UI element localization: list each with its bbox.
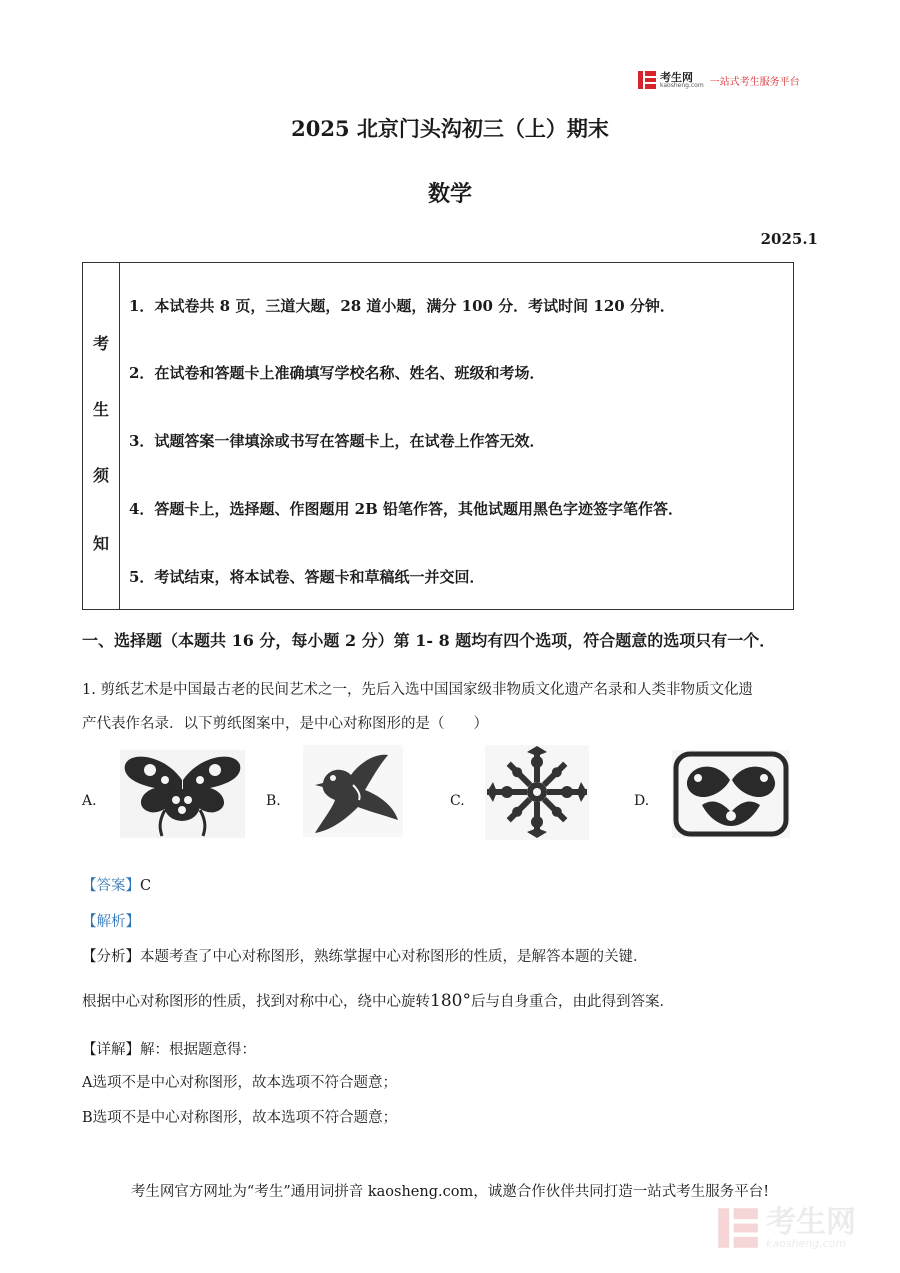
fish-papercut-image	[672, 750, 790, 838]
subject-title: 数学	[427, 181, 472, 207]
rotation-degree: 180°	[430, 991, 471, 1011]
option-a-text: 选项不是中心对称图形，故本选项不符合题意；	[92, 1075, 397, 1091]
detail-tag: 【详解】	[82, 1042, 140, 1058]
question-1-line-1: 1. 剪纸艺术是中国最古老的民间艺术之一，先后入选中国国家级非物质文化遗产名录和人类非物质文化遗	[82, 682, 753, 698]
option-a-label: A.	[82, 793, 97, 809]
answer-value: C	[140, 878, 152, 894]
method-text-pre: 根据中心对称图形的性质，找到对称中心，绕中心旋转	[82, 994, 430, 1010]
footer-note: 考生网官方网址为“考生”通用词拼音 kaosheng.com，诚邀合作伙伴共同打造一站式考生服务平台!	[130, 1184, 770, 1200]
notice-side-label	[83, 263, 120, 609]
option-b-explanation	[82, 1106, 397, 1127]
logo-domain: kaosheng.com	[660, 81, 704, 89]
kaosheng-logo-icon	[637, 70, 657, 90]
option-b-letter: B	[82, 1110, 93, 1126]
site-logo	[637, 70, 800, 90]
analysis-text: 本题考查了中心对称图形，熟练掌握中心对称图形的性质，是解答本题的关键．	[140, 949, 648, 965]
notice-side-char: 生	[92, 400, 109, 419]
exam-notice-box	[82, 262, 794, 610]
notice-item: 2．在试卷和答题卡上准确填写学校名称、姓名、班级和考场．	[129, 364, 545, 382]
option-c-label: C.	[450, 793, 465, 809]
option-a-letter: A	[82, 1075, 93, 1091]
option-b-text: 选项不是中心对称图形，故本选项不符合题意；	[92, 1110, 398, 1126]
notice-item: 3．试题答案一律填涂或书写在答题卡上，在试卷上作答无效．	[129, 432, 545, 450]
watermark-logo-icon	[716, 1206, 760, 1250]
exam-title: 2025 北京门头沟初三（上）期末	[291, 116, 609, 141]
logo-name: 考生网	[660, 70, 693, 84]
option-a-explanation	[82, 1071, 397, 1092]
watermark-name: 考生网	[766, 1204, 856, 1240]
option-d-label: D.	[634, 793, 650, 809]
snowflake-papercut-image	[485, 745, 589, 840]
analysis-tag-label: 【分析】	[82, 949, 140, 965]
detail-line	[82, 1038, 256, 1059]
exam-date: 2025.1	[760, 230, 818, 248]
notice-side-char: 须	[92, 466, 109, 485]
logo-slogan: 一站式考生服务平台	[709, 76, 800, 88]
method-line	[82, 990, 674, 1011]
question-1-line-2: 产代表作名录．以下剪纸图案中，是中心对称图形的是（ ）	[82, 716, 488, 732]
method-text-post: 后与自身重合，由此得到答案．	[470, 994, 674, 1010]
section-title: 一、选择题（本题共 16 分，每小题 2 分）第 1- 8 题均有四个选项，符合题意的选项只有一个．	[82, 631, 776, 650]
watermark-domain: kaosheng.com	[766, 1236, 847, 1250]
butterfly-papercut-image	[120, 750, 245, 838]
notice-item: 1．本试卷共 8 页，三道大题，28 道小题，满分 100 分．考试时间 120 分钟．	[129, 297, 675, 315]
option-b-label: B.	[266, 793, 281, 809]
bird-papercut-image	[303, 745, 403, 837]
notice-item: 4．答题卡上，选择题、作图题用 2B 铅笔作答，其他试题用黑色字迹签字笔作答．	[129, 500, 684, 518]
notice-side-char: 考	[92, 334, 109, 353]
analysis-tag: 【解析】	[82, 914, 140, 930]
notice-item: 5．考试结束，将本试卷、答题卡和草稿纸一并交回．	[129, 568, 485, 586]
detail-text: 解：根据题意得：	[140, 1042, 256, 1058]
analysis-line	[82, 945, 648, 966]
answer-line	[82, 874, 151, 895]
answer-tag: 【答案】	[82, 878, 140, 894]
watermark	[716, 1206, 856, 1250]
notice-side-char: 知	[92, 534, 109, 553]
